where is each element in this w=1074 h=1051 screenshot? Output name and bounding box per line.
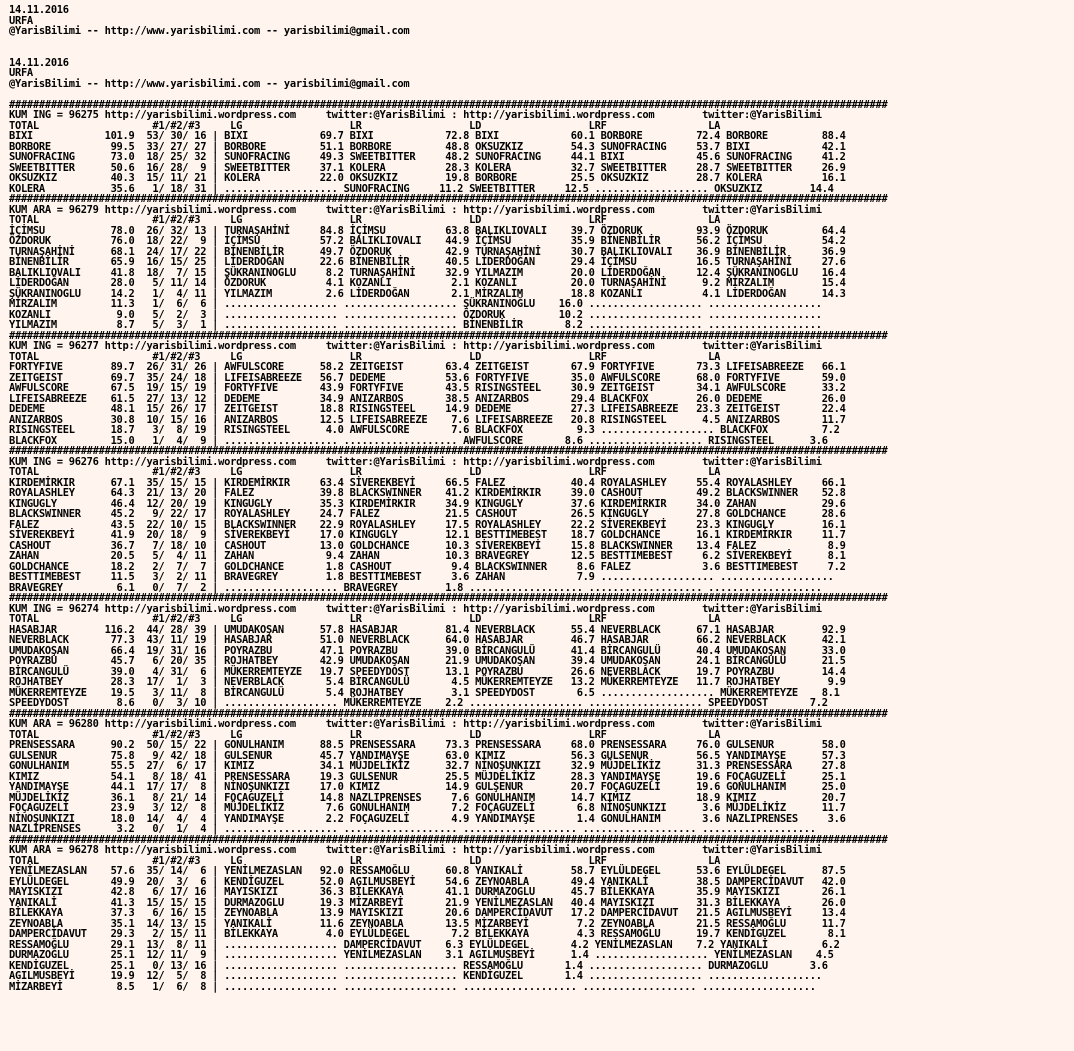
race-row: SWEETBITTER 50.6 16/ 28/ 9 | SWEETBITTER 37.1 KOLERA 28.3 KOLERA 32.7 SWEETBITTER 28.7 SWEETBITTER 26.9 — [9, 161, 846, 174]
race-row: YILMAZIM 8.7 5/ 3/ 1 | ................... ................... BİNENBİLİR 8.2 ................... ................... — [9, 319, 822, 331]
column-header: TOTAL #1/#2/#3 LG LR LD LRF LA — [9, 728, 721, 741]
race-row: SİVEREKBEYİ 41.9 20/ 18/ 9 | SİVEREKBEYİ 17.0 KINGUGLY 12.1 BESTTIMEBEST 18.7 GOLDCHANCE 16.1 KIRDEMİRKIR 11.7 — [9, 529, 846, 541]
race-row: ROJHATBEY 28.3 17/ 1/ 3 | NEVERBLACK 5.4 BİRCANGULÜ 4.5 MÜKERREMTEYZE 13.2 MÜKERREMTEYZE 11.7 ROJHATBEY 9.9 — [9, 676, 846, 688]
race-header: KUM ARA = 96278 http://yarisbilimi.wordpress.com twitter:@YarisBilimi : http://yarisbilimi.wordpress.com twitter:@YarisBilimi — [9, 844, 822, 856]
race-row: DAMPERCİDAVUT 29.3 2/ 15/ 11 | BİLEKKAYA 4.0 EYLÜLDEGEL 7.2 BİLEKKAYA 4.3 RESSAMOĞLU 19.7 KENDİGUZEL 8.1 — [9, 928, 846, 940]
race-row: AWFULSCORE 67.5 19/ 15/ 19 | FORTYFIVE 43.9 FORTYFIVE 43.5 RISINGSTEEL 30.9 ZEITGEIST 34.1 AWFULSCORE 33.2 — [9, 382, 846, 394]
race-row: İÇİMSU 78.0 26/ 32/ 13 | TURNAŞAHİNİ 84.8 İÇİMSU 63.8 BALIKLIOVALI 39.7 ÖZDORUK 93.9 ÖZDORUK 64.4 — [9, 224, 846, 237]
race-row: UMUDAKOŞAN 66.4 19/ 31/ 16 | POYRAZBU 47.1 POYRAZBU 39.0 BİRCANGULÜ 41.4 BİRCANGULÜ 40.4 UMUDAKOŞAN 33.0 — [9, 644, 846, 657]
race-row: LİDERDOĞAN 28.0 5/ 11/ 14 | ÖZDORUK 4.1 KOZANLI 2.1 KOZANLI 20.0 TURNAŞAHİNİ 9.2 MİRZALIM 15.4 — [9, 277, 846, 289]
race-row: BİLEKKAYA 37.3 6/ 16/ 15 | ZEYNOABLA 13.9 MAYISKIZI 20.6 DAMPERCİDAVUT 17.2 DAMPERCİDAVUT 21.5 AGILMUSBEYİ 13.4 — [9, 907, 846, 919]
race-header: KUM ING = 96276 http://yarisbilimi.wordpress.com twitter:@YarisBilimi : http://yarisbilimi.wordpress.com twitter:@YarisBilimi — [9, 455, 822, 468]
race-row: NAZLIPRENSES 3.2 0/ 1/ 4 | ................... ................... ................... ................... ................... — [9, 823, 816, 835]
race-row: BORBORE 99.5 33/ 27/ 27 | BORBORE 51.1 BORBORE 48.8 OKSUZKIZ 54.3 SUNOFRACING 53.7 BIXI 42.1 — [9, 140, 846, 153]
report-city: URFA — [9, 67, 33, 79]
race-row: BIXI 101.9 53/ 30/ 16 | BIXI 69.7 BIXI 72.8 BIXI 60.1 BORBORE 72.4 BORBORE 88.4 — [9, 130, 846, 142]
race-row: BİNENBİLİR 65.9 16/ 15/ 25 | LİDERDOĞAN 22.6 BİNENBİLİR 40.5 LİDERDOĞAN 29.4 İÇİMSU 16.5 TURNAŞAHİNİ 27.6 — [9, 256, 846, 268]
race-row: NİNOŞUNKIZI 18.0 14/ 4/ 4 | YANDIMAYŞE 2.2 FOÇAGUZELİ 4.9 YANDIMAYŞE 1.4 GONULHANIM 3.6 NAZLIPRENSES 3.6 — [9, 812, 846, 825]
race-row: MÜJDELİKİZ 36.1 8/ 21/ 14 | FOÇAGUZELİ 14.8 NAZLIPRENSES 7.6 GONULHANIM 14.7 KIMIZ 18.9 KIMIZ 20.7 — [9, 791, 846, 804]
column-header: TOTAL #1/#2/#3 LG LR LD LRF LA — [9, 854, 721, 867]
separator-line: ################################################################################################################################################### — [9, 707, 888, 720]
race-row: EYLÜLDEGEL 49.9 20/ 3/ 6 | KENDİGUZEL 52.0 AGILMUSBEYİ 54.6 ZEYNOABLA 49.4 YANIKALİ 38.5 DAMPERCİDAVUT 42.0 — [9, 875, 846, 888]
separator-line: ################################################################################################################################################### — [9, 329, 888, 342]
race-row: ÖZDORUK 76.0 18/ 22/ 9 | İÇİMSU 57.2 BALIKLIOVALI 44.9 İÇİMSU 35.9 BİNENBİLİR 56.2 İÇİMSU 54.2 — [9, 235, 846, 247]
blank-line — [9, 37, 1074, 48]
race-row: ZAHAN 20.5 5/ 4/ 11 | ZAHAN 9.4 ZAHAN 10.3 BRAVEGREY 12.5 BESTTIMEBEST 6.2 SİVEREKBEYİ 8.1 — [9, 550, 846, 562]
race-header: KUM ING = 96277 http://yarisbilimi.wordpress.com twitter:@YarisBilimi : http://yarisbilimi.wordpress.com twitter:@YarisBilimi — [9, 340, 822, 352]
race-row: BALIKLIOVALI 41.8 18/ 7/ 15 | ŞÜKRANINOGLU 8.2 TURNAŞAHİNİ 32.9 YILMAZIM 20.0 LİDERDOĞAN 12.4 ŞÜKRANINOGLU 16.4 — [9, 266, 846, 279]
report-date: 14.11.2016 — [9, 56, 69, 69]
race-row: KOZANLI 9.0 5/ 2/ 3 | ................... ................... ÖZDORUK 10.2 ................... ................... — [9, 308, 822, 321]
race-header: KUM ING = 96275 http://yarisbilimi.wordpress.com twitter:@YarisBilimi : http://yarisbilimi.wordpress.com twitter:@YarisBilimi — [9, 109, 822, 121]
blank-line — [9, 89, 1074, 100]
race-header: KUM ING = 96274 http://yarisbilimi.wordpress.com twitter:@YarisBilimi : http://yarisbilimi.wordpress.com twitter:@YarisBilimi — [9, 602, 822, 615]
race-row: TURNAŞAHİNİ 68.1 24/ 17/ 22 | BİNENBİLİR 49.7 ÖZDORUK 42.9 TURNAŞAHİNİ 30.7 BALIKLIOVALI 36.9 BİNENBİLİR 36.9 — [9, 245, 846, 258]
race-row: MİRZALIM 11.3 1/ 6/ 6 | ................... ................... ŞÜKRANINOĞLU 16.0 ................... ................... — [9, 298, 822, 310]
race-row: RISINGSTEEL 18.7 3/ 8/ 19 | RISINGSTEEL 4.0 AWFULSCORE 7.6 BLACKFOX 9.3 ................... BLACKFOX 7.2 — [9, 424, 840, 436]
race-row: LIFEISABREEZE 61.5 27/ 13/ 12 | DEDEME 34.9 ANIZARBOS 38.5 ANIZARBOS 29.4 BLACKFOX 26.0 DEDEME 26.0 — [9, 392, 846, 405]
column-header: TOTAL #1/#2/#3 LG LR LD LRF LA — [9, 350, 721, 363]
race-row: GOLDCHANCE 18.2 2/ 7/ 7 | GOLDCHANCE 1.8 CASHOUT 9.4 BLACKSWINNER 8.6 FALEZ 3.6 BESTTIMEBEST 7.2 — [9, 560, 846, 573]
column-header: TOTAL #1/#2/#3 LG LR LD LRF LA — [9, 214, 721, 226]
report-credit: @YarisBilimi -- http://www.yarisbilimi.com -- yarisbilimi@gmail.com — [9, 77, 410, 90]
race-row: SUNOFRACING 73.0 18/ 25/ 32 | SUNOFRACING 49.3 SWEETBITTER 48.2 SUNOFRACING 44.1 BIXI 45.6 SUNOFRACING 41.2 — [9, 151, 846, 163]
separator-line: ################################################################################################################################################### — [9, 193, 888, 205]
race-row: MAYISKIZI 42.8 6/ 17/ 16 | MAYISKIZI 36.3 BİLEKKAYA 41.1 DURMAZOGLU 45.7 BİLEKKAYA 35.9 MAYISKIZI 26.1 — [9, 886, 846, 898]
race-row: SPEEDYDOST 8.6 0/ 3/ 10 | ................... MÜKERREMTEYZE 2.2 ................... ................... SPEEDYDOST 7.2 — [9, 697, 828, 709]
race-row: NEVERBLACK 77.3 43/ 11/ 19 | HASABJAR 51.0 NEVERBLACK 64.0 HASABJAR 46.7 HASABJAR 66.2 NEVERBLACK 42.1 — [9, 634, 846, 646]
race-row: ZEITGEIST 69.7 35/ 24/ 18 | LIFEISABREEZE 56.7 DEDEME 53.6 FORTYFIVE 35.0 AWFULSCORE 68.0 FORTYFIVE 59.0 — [9, 371, 846, 384]
separator-line: ################################################################################################################################################### — [9, 833, 888, 846]
race-row: KOLERA 35.6 1/ 18/ 31 | ................... SUNOFRACING 11.2 SWEETBITTER 12.5 ................... OKSUZKIZ 14.4 — [9, 182, 834, 195]
race-header: KUM ARA = 96279 http://yarisbilimi.wordpress.com twitter:@YarisBilimi : http://yarisbilimi.wordpress.com twitter:@YarisBilimi — [9, 203, 822, 216]
column-header: TOTAL #1/#2/#3 LG LR LD LRF LA — [9, 466, 721, 478]
race-row: FALEZ 43.5 22/ 10/ 15 | BLACKSWINNER 22.9 ROYALASHLEY 17.5 ROYALASHLEY 22.2 SİVEREKBEYİ 23.3 KINGUGLY 16.1 — [9, 518, 846, 531]
race-row: DURMAZOĞLU 25.1 12/ 11/ 9 | ................... YENİLMEZASLAN 3.1 AGILMUSBEYİ 1.4 ................... YENİLMEZASLAN 4.5 — [9, 949, 834, 961]
race-row: AGILMUSBEYİ 19.9 12/ 5/ 8 | ................... ................... KENDİGUZEL 1.4 ................... ................... — [9, 970, 822, 982]
race-row: GONULHANIM 55.5 27/ 6/ 17 | KIMIZ 34.1 MÜJDELİKİZ 32.7 NİNOŞUNKIZI 32.9 MÜJDELİKİZ 31.3 PRENSESSARA 27.8 — [9, 760, 846, 772]
report-credit: @YarisBilimi -- http://www.yarisbilimi.com -- yarisbilimi@gmail.com — [9, 25, 410, 37]
race-row: BESTTIMEBEST 11.5 3/ 2/ 11 | BRAVEGREY 1.8 BESTTIMEBEST 3.6 ZAHAN 7.9 ................... ................... — [9, 571, 834, 583]
race-row: DEDEME 48.1 15/ 26/ 17 | ZEITGEIST 18.8 RISINGSTEEL 14.9 DEDEME 27.3 LIFEISABREEZE 23.3 ZEITGEIST 22.4 — [9, 403, 846, 415]
race-row: KIMIZ 54.1 8/ 18/ 41 | PRENSESSARA 19.3 GULSENUR 25.5 MÜJDELİKİZ 28.3 YANDIMAYŞE 19.6 FOÇAGUZELİ 25.1 — [9, 770, 846, 783]
race-row: ŞÜKRANINOGLU 14.2 1/ 4/ 11 | YILMAZIM 2.6 LİDERDOĞAN 2.1 MİRZALIM 18.8 KOZANLI 4.1 LİDERDOĞAN 14.3 — [9, 287, 846, 300]
race-row: OKSUZKIZ 40.3 15/ 11/ 21 | KOLERA 22.0 OKSUZKIZ 19.8 BORBORE 25.5 OKSUZKIZ 28.7 KOLERA 16.1 — [9, 172, 846, 184]
race-row: ZEYNOABLA 35.1 14/ 13/ 15 | YANIKALİ 11.6 ZEYNOABLA 13.5 MİZARBEYİ 7.2 ZEYNOABLA 21.5 RESSAMOĞLU 11.7 — [9, 917, 846, 930]
race-row: KIRDEMİRKIR 67.1 35/ 15/ 15 | KIRDEMİRKIR 63.4 SİVEREKBEYİ 66.5 FALEZ 40.4 ROYALASHLEY 55.4 ROYALASHLEY 66.1 — [9, 476, 846, 489]
race-row: MÜKERREMTEYZE 19.5 3/ 11/ 8 | BİRCANGULÜ 5.4 ROJHATBEY 3.1 SPEEDYDOST 6.5 ................... MÜKERREMTEYZE 8.1 — [9, 686, 840, 699]
race-row: BRAVEGREY 6.1 0/ 7/ 2 | ................... BRAVEGREY 1.8 ................... ................... ................... — [9, 581, 822, 594]
race-row: YENİLMEZASLAN 57.6 35/ 14/ 6 | YENİLMEZASLAN 92.0 RESSAMOĞLU 60.8 YANIKALİ 58.7 EYLÜLDEGEL 53.6 EYLÜLDEGEL 87.5 — [9, 865, 846, 877]
race-row: HASABJAR 116.2 44/ 28/ 39 | UMUDAKOŞAN 57.8 HASABJAR 81.4 NEVERBLACK 55.4 NEVERBLACK 67.1 HASABJAR 92.9 — [9, 623, 846, 636]
report-city: URFA — [9, 14, 33, 27]
blank-line — [9, 47, 1074, 58]
race-row: BLACKFOX 15.0 1/ 4/ 9 | ................... ................... AWFULSCORE 8.6 ................... RISINGSTEEL 3.6 — [9, 434, 828, 447]
race-row: RESSAMOĞLU 29.1 13/ 8/ 11 | ................... DAMPERCİDAVUT 6.3 EYLÜLDEGEL 4.2 YENİLMEZASLAN 7.2 YANIKALİ 6.2 — [9, 938, 840, 951]
race-row: YANDIMAYŞE 44.1 17/ 17/ 8 | NİNOŞUNKIZI 17.0 KIMIZ 14.9 GULŞENUR 20.7 FOÇAGUZELİ 19.6 GONULHANIM 25.0 — [9, 781, 846, 793]
race-row: POYRAZBU 45.7 6/ 20/ 35 | ROJHATBEY 42.9 UMUDAKOŞAN 21.9 UMUDAKOŞAN 39.4 UMUDAKOŞAN 24.1 BİRCANGULÜ 21.5 — [9, 655, 846, 667]
report-date: 14.11.2016 — [9, 4, 69, 16]
race-header: KUM ARA = 96280 http://yarisbilimi.wordpress.com twitter:@YarisBilimi : http://yarisbilimi.wordpress.com twitter:@YarisBilimi — [9, 718, 822, 730]
race-row: MİZARBEYİ 8.5 1/ 6/ 8 | ................... ................... ................... ................... ................... — [9, 980, 816, 993]
race-row: ANIZARBOS 30.8 10/ 15/ 16 | ANIZARBOS 12.5 LIFEISABREEZE 7.6 LIFEISABREEZE 20.8 RISINGSTEEL 4.5 ANIZARBOS 11.7 — [9, 413, 846, 426]
separator-line: ################################################################################################################################################### — [9, 445, 888, 457]
column-header: TOTAL #1/#2/#3 LG LR LD LRF LA — [9, 119, 721, 132]
separator-line: ################################################################################################################################################### — [9, 98, 888, 111]
race-row: BİRCANGULÜ 39.0 4/ 31/ 6 | MÜKERREMTEYZE 19.7 SPEEDYDOST 13.1 POYRAZBU 26.6 NEVERBLACK 19.7 POYRAZBU 14.4 — [9, 665, 846, 678]
race-row: ROYALASHLEY 64.3 21/ 13/ 20 | FALEZ 39.8 BLACKSWINNER 41.2 KIRDEMİRKIR 39.0 CASHOUT 49.2 BLACKSWINNER 52.8 — [9, 487, 846, 499]
race-tables — [9, 100, 1074, 993]
race-row: FOÇAGUZELİ 23.9 3/ 12/ 8 | MÜJDELİKİZ 7.6 GONULHANIM 7.2 FOÇAGUZELİ 6.8 NİNOŞUNKIZI 3.6 MÜJDELİKİZ 11.7 — [9, 802, 846, 814]
separator-line: ################################################################################################################################################### — [9, 592, 888, 604]
race-row: BLACKSWINNER 45.2 9/ 22/ 17 | ROYALASHLEY 24.7 FALEZ 21.5 CASHOUT 26.5 KINGUGLY 27.8 GOLDCHANCE 28.6 — [9, 508, 846, 520]
race-row: PRENSESSARA 90.2 50/ 15/ 22 | GONULHANIM 88.5 PRENSESSARA 73.3 PRENSESSARA 68.0 PRENSESSARA 76.0 GULSENUR 58.0 — [9, 739, 846, 751]
race-row: KENDİGUZEL 25.1 0/ 13/ 16 | ................... ................... RESSAMOĞLU 1.4 ................... DURMAZOGLU 3.6 — [9, 959, 828, 972]
race-row: GULSENUR 75.8 9/ 42/ 18 | GULSENUR 45.7 YANDIMAYŞE 63.0 KIMIZ 56.3 GULSENUR 56.5 YANDIMAYŞE 57.3 — [9, 749, 846, 762]
race-row: YANIKALİ 41.3 15/ 15/ 15 | DURMAZOGLU 19.3 MİZARBEYİ 21.9 YENİLMEZASLAN 40.4 MAYISKIZI 31.3 BİLEKKAYA 26.0 — [9, 896, 846, 909]
column-header: TOTAL #1/#2/#3 LG LR LD LRF LA — [9, 613, 721, 625]
race-row: KINGUGLY 46.4 12/ 20/ 19 | KINGUGLY 35.3 KIRDEMİRKIR 34.9 KINGUGLY 37.6 KIRDEMİRKIR 34.0 ZAHAN 29.6 — [9, 497, 846, 510]
race-row: FORTYFIVE 89.7 26/ 31/ 26 | AWFULSCORE 58.2 ZEITGEIST 63.4 ZEITGEIST 67.9 FORTYFIVE 73.3 LIFEISABREEZE 66.1 — [9, 361, 846, 373]
race-row: CASHOUT 36.7 7/ 18/ 10 | CASHOUT 13.0 GOLDCHANCE 10.3 SİVEREKBEYİ 15.8 BLACKSWINNER 13.4 FALEZ 8.9 — [9, 539, 846, 552]
